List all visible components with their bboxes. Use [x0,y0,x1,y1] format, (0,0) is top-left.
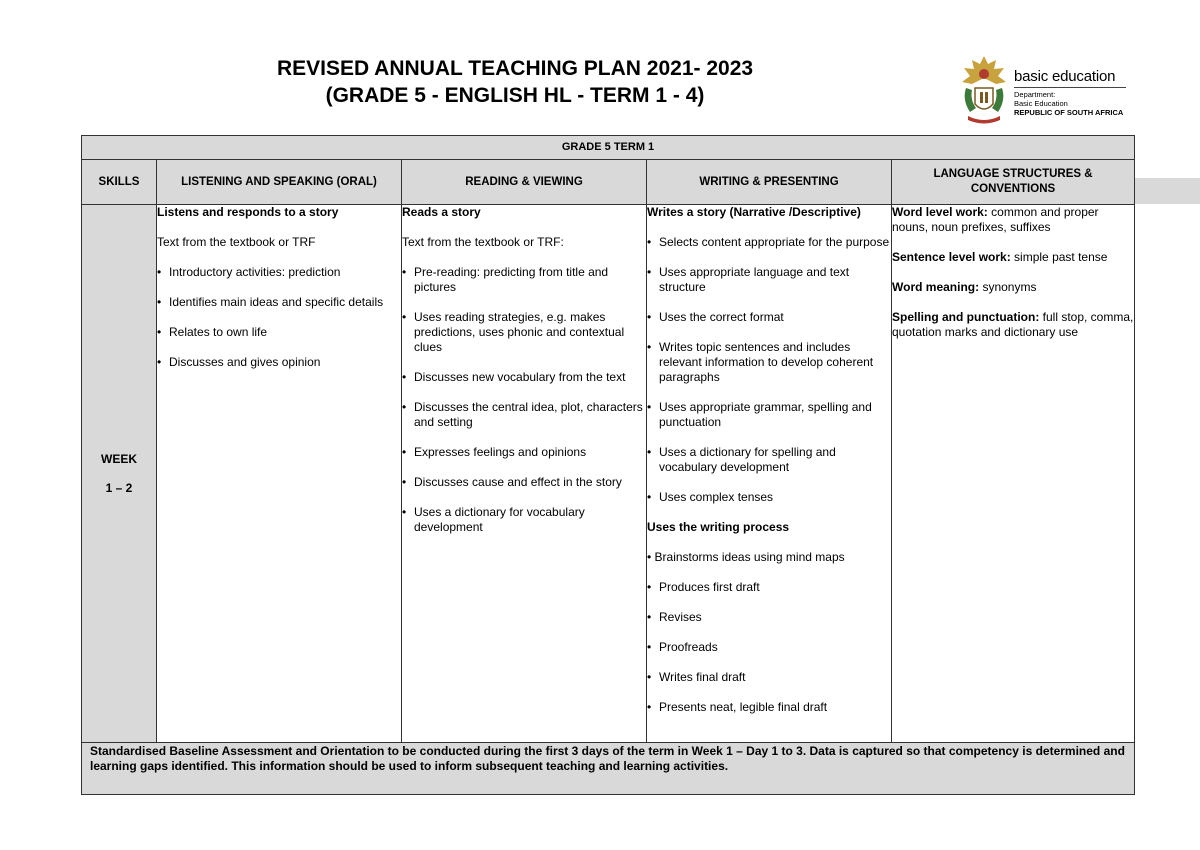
spelling-label: Spelling and punctuation: [892,310,1040,324]
list-item: • Brainstorms ideas using mind maps [647,550,845,564]
list-item: • Writes final draft [647,670,891,685]
sentence-level-label: Sentence level work: [892,250,1011,264]
title-line-2: (GRADE 5 - ENGLISH HL - TERM 1 - 4) [325,84,705,107]
header-language [892,160,1135,205]
language-sentence-level [892,250,1134,265]
list-item: • Writes topic sentences and includes relevant information to develop coherent paragraphs [647,340,891,385]
list-item: • Discusses and gives opinion [157,355,401,370]
listening-intro: Text from the textbook or TRF [157,235,316,249]
teaching-plan-table [81,135,1135,795]
logo-department: Department: [1014,90,1056,99]
writing-process-heading: Uses the writing process [647,520,790,534]
language-cell [892,205,1135,743]
list-item: • Produces first draft [647,580,891,595]
list-item: • Uses appropriate language and text structure [647,265,891,295]
reading-list [402,265,646,535]
word-level-label: Word level work: [892,205,988,219]
list-item: • Relates to own life [157,325,401,340]
list-item: • Uses complex tenses [647,490,891,505]
week-range: 1 – 2 [105,480,133,495]
reading-heading: Reads a story [402,205,481,219]
assessment-note: Standardised Baseline Assessment and Orientation to be conducted during the first 3 days of the term in Week 1 – Day 1 to 3. Data is captured so that competency is determined and learning gaps identified. This information should be used to inform subsequent teaching and learning activities. [82,743,1135,795]
list-item: • Uses reading strategies, e.g. makes predictions, uses phonic and contextual clues [402,310,646,355]
writing-list [647,235,891,715]
title-line-1: REVISED ANNUAL TEACHING PLAN 2021- 2023 [276,57,754,80]
word-level-text: common and proper nouns, noun prefixes, suffixes [892,205,1099,234]
sentence-level-text: simple past tense [1010,250,1108,264]
list-item: • Selects content appropriate for the purpose [647,235,891,250]
listening-list [157,265,401,370]
logo-divider [1014,87,1126,88]
header-listening: LISTENING AND SPEAKING (ORAL) [157,160,402,205]
term-title: GRADE 5 TERM 1 [82,136,1135,160]
logo-basic-education: Basic Education [1014,99,1068,108]
list-item: • Introductory activities: prediction [157,265,401,280]
reading-intro: Text from the textbook or TRF: [402,235,564,249]
list-item: • Presents neat, legible final draft [647,700,891,715]
writing-cell [647,205,892,743]
language-word-level [892,205,1134,235]
list-item: • Revises [647,610,891,625]
brand-name: basic education [1014,68,1116,85]
list-item: • Discusses new vocabulary from the text [402,370,646,385]
language-word-meaning [892,280,1134,295]
list-item: • Expresses feelings and opinions [402,445,646,460]
header-language-line-2: CONVENTIONS [970,183,1056,195]
coat-of-arms-icon [958,54,1010,126]
list-item: • Uses a dictionary for spelling and vocabulary development [647,445,891,475]
week-label: WEEK [101,451,137,466]
header-skills: SKILLS [82,160,157,205]
listening-heading: Listens and responds to a story [157,205,339,219]
writing-heading: Writes a story (Narrative /Descriptive) [647,205,861,219]
word-meaning-text: synonyms [979,280,1037,294]
document-title [200,55,830,109]
list-item: • Proofreads [647,640,891,655]
language-spelling [892,310,1134,340]
week-cell [82,205,157,743]
list-item: • Uses the correct format [647,310,891,325]
logo-country: REPUBLIC OF SOUTH AFRICA [1014,108,1124,117]
listening-cell [157,205,402,743]
list-item: • Discusses the central idea, plot, characters and setting [402,400,646,430]
list-item: • Uses appropriate grammar, spelling and punctuation [647,400,891,430]
list-item: • Discusses cause and effect in the story [402,475,646,490]
reading-cell [402,205,647,743]
header-language-line-1: LANGUAGE STRUCTURES & [933,168,1093,180]
department-logo [958,54,1138,126]
list-item: • Identifies main ideas and specific details [157,295,401,310]
header-writing: WRITING & PRESENTING [647,160,892,205]
spelling-text: full stop, comma, quotation marks and dictionary use [892,310,1134,339]
header-reading: READING & VIEWING [402,160,647,205]
list-item: • Pre-reading: predicting from title and pictures [402,265,646,295]
list-item: • Uses a dictionary for vocabulary development [402,505,646,535]
page-edge-tab [1133,178,1200,204]
word-meaning-label: Word meaning: [892,280,980,294]
